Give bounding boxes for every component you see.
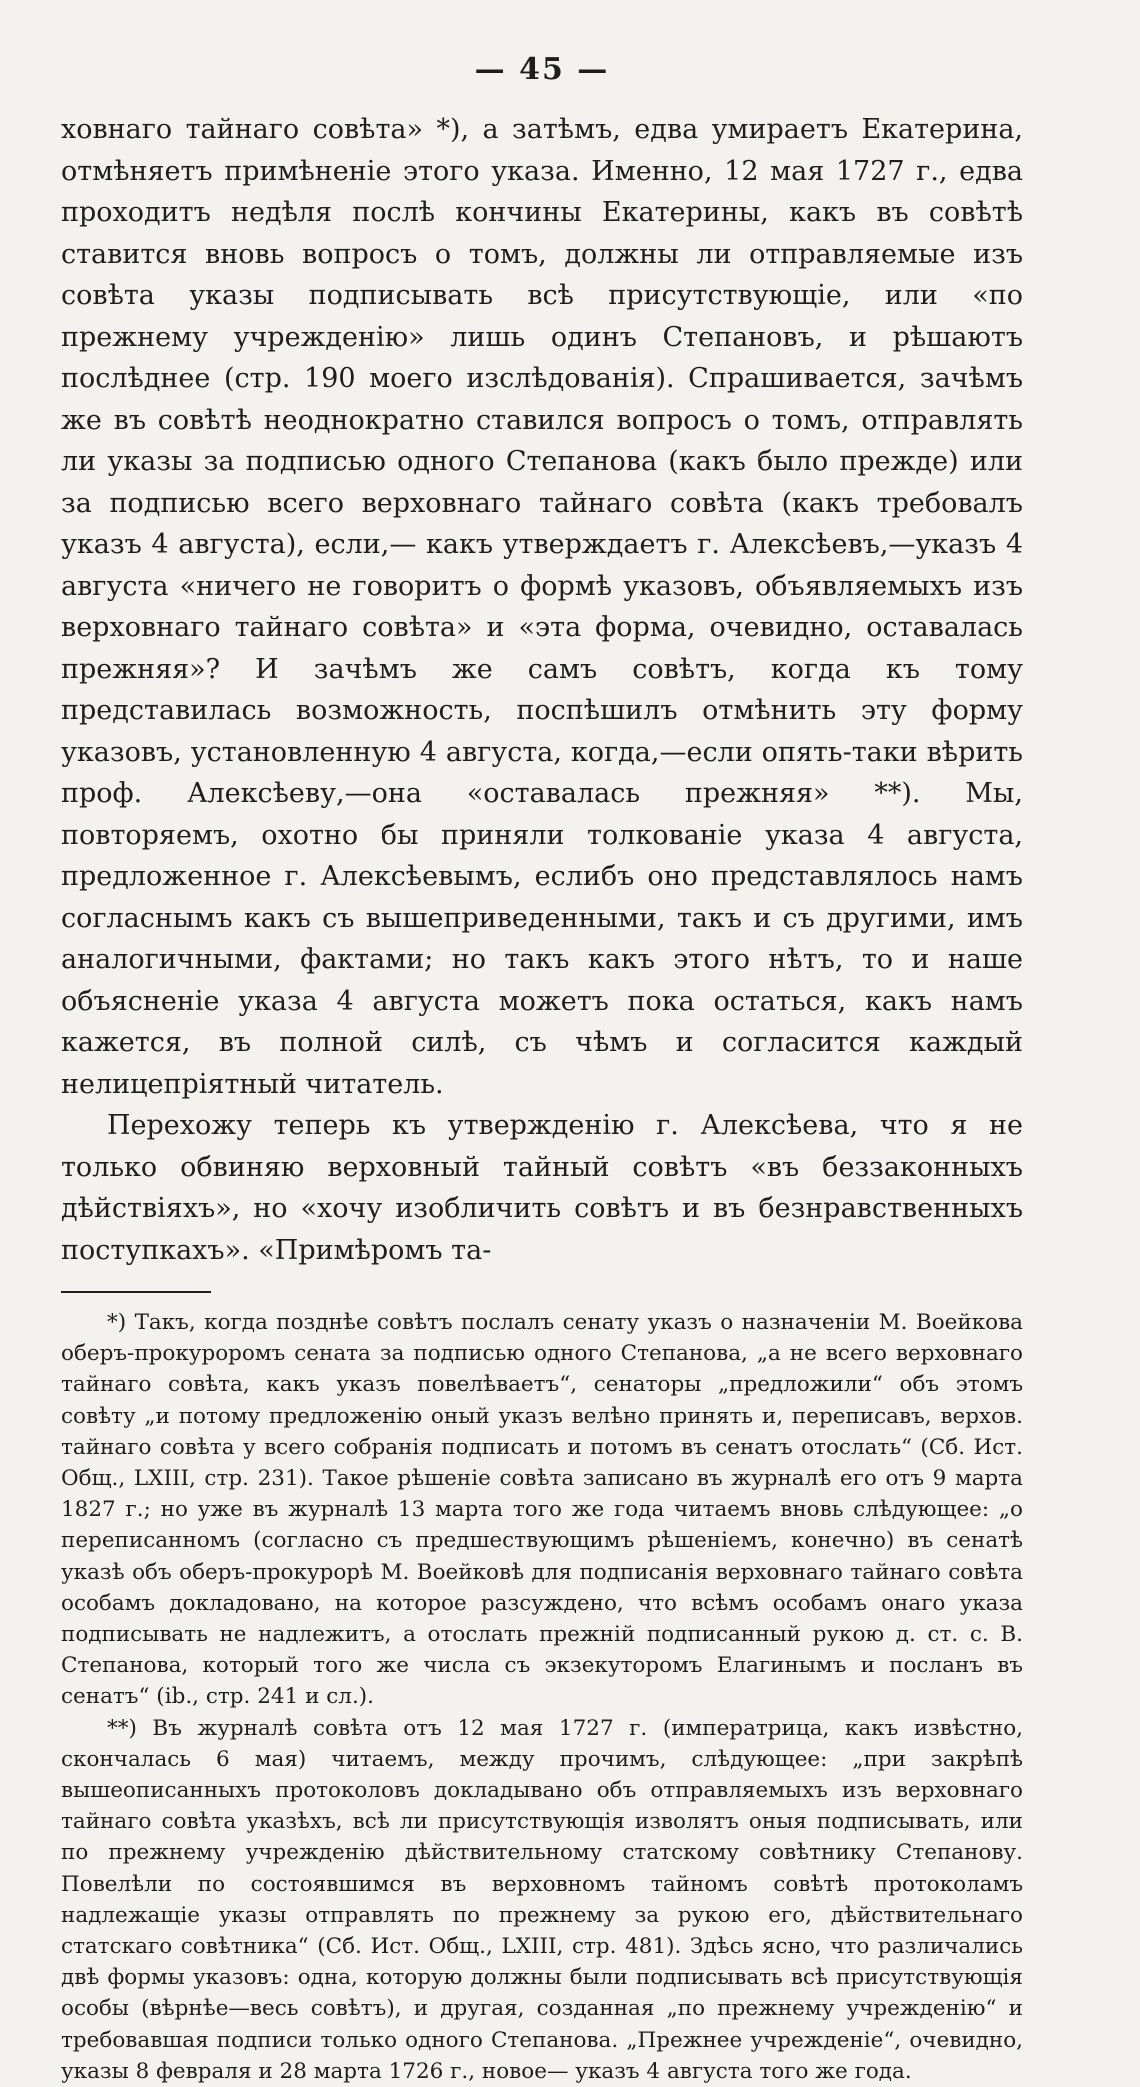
body-paragraph-2: Перехожу теперь къ утвержденію г. Алексѣева, что я не только обвиняю верховный тайный совѣтъ «въ беззаконныхъ дѣйствіяхъ», но «хочу изобличить совѣтъ и въ безнравственныхъ поступкахъ». «Примѣромъ та- (61, 1110, 1023, 1266)
page-number: — 45 — (474, 52, 610, 87)
main-text (61, 109, 1023, 1271)
footnote-divider (61, 1291, 211, 1293)
footnotes (61, 1307, 1023, 2087)
footnote-1: *) Такъ, когда позднѣе совѣтъ послалъ сенату указъ о назначеніи М. Воейкова оберъ-прокуроромъ сената за подписью одного Степанова, „а не всего верховнаго тайнаго совѣта, какъ указъ повелѣваетъ“, сенаторы „предложили“ объ этомъ совѣту „и потому предложенію оный указъ велѣно принять и, переписавъ, верхов. тайнаго совѣта у всего собранія подписать и потомъ въ сенатъ отослать“ (Сб. Ист. Общ., LXIII, стр. 231). Такое рѣшеніе совѣта записано въ журналѣ его отъ 9 марта 1827 г.; но уже въ журналѣ 13 марта того же года читаемъ вновь слѣдующее: „о переписанномъ (согласно съ предшествующимъ рѣшеніемъ, конечно) въ сенатѣ указѣ объ оберъ-прокурорѣ М. Воейковѣ для подписанія верховнаго тайнаго совѣта особамъ докладовано, на которое разсуждено, что всѣмъ особамъ онаго указа подписывать не надлежитъ, а отослать прежній подписанный рукою д. ст. с. В. Степанова, который того же числа съ экзекуторомъ Елагинымъ и посланъ въ сенатъ“ (ib., стр. 241 и сл.). (61, 1310, 1023, 1710)
body-paragraph-1: ховнаго тайнаго совѣта» *), а затѣмъ, едва умираетъ Екатерина, отмѣняетъ примѣненіе этого указа. Именно, 12 мая 1727 г., едва проходитъ недѣля послѣ кончины Екатерины, какъ въ совѣтѣ ставится вновь вопросъ о томъ, должны ли отправляемые изъ совѣта указы подписывать всѣ присутствующіе, или «по прежнему учрежденію» лишь одинъ Степановъ, и рѣшаютъ послѣднее (стр. 190 моего изслѣдованія). Спрашивается, зачѣмъ же въ совѣтѣ неоднократно ставился вопросъ о томъ, отправлять ли указы за подписью одного Степанова (какъ было прежде) или за подписью всего верховнаго тайнаго совѣта (какъ требовалъ указъ 4 августа), если,— какъ утверждаетъ г. Алексѣевъ,—указъ 4 августа «ничего не говоритъ о формѣ указовъ, объявляемыхъ изъ верховнаго тайнаго совѣта» и «эта форма, очевидно, оставалась прежняя»? И зачѣмъ же самъ совѣтъ, когда къ тому представилась возможность, поспѣшилъ отмѣнить эту форму указовъ, установленную 4 августа, когда,—если опять-таки вѣрить проф. Алексѣеву,—она «оставалась прежняя» **). Мы, повторяемъ, охотно бы приняли толкованіе указа 4 августа, предложенное г. Алексѣевымъ, еслибъ оно представлялось намъ согласнымъ какъ съ вышеприведенными, такъ и съ другими, имъ аналогичными, фактами; но такъ какъ этого нѣтъ, то и наше объясненіе указа 4 августа можетъ пока остаться, какъ намъ кажется, въ полной силѣ, съ чѣмъ и согласится каждый нелицепріятный читатель. (61, 114, 1023, 1100)
footnote-2: **) Въ журналѣ совѣта отъ 12 мая 1727 г. (императрица, какъ извѣстно, скончалась 6 мая) читаемъ, между прочимъ, слѣдующее: „при закрѣпѣ вышеописанныхъ протоколовъ докладывано объ отправляемыхъ изъ верховнаго тайнаго совѣта указѣхъ, всѣ ли присутствующія изволятъ оныя подписывать, или по прежнему учрежденію дѣйствительному статскому совѣтнику Степанову. Повелѣли по состоявшимся въ верховномъ тайномъ совѣтѣ протоколамъ надлежащіе указы отправлять по прежнему за рукою его, дѣйствительнаго статскаго совѣтника“ (Сб. Ист. Общ., LXIII, стр. 481). Здѣсь ясно, что различались двѣ формы указовъ: одна, которую должны были подписывать всѣ присутствующія особы (вѣрнѣе—весь совѣтъ), и другая, созданная „по прежнему учрежденію“ и требовавшая подписи только одного Степанова. „Прежнее учрежденіе“, очевидно, указы 8 февраля и 28 марта 1726 г., новое— указъ 4 августа того же года. (61, 1715, 1023, 2084)
